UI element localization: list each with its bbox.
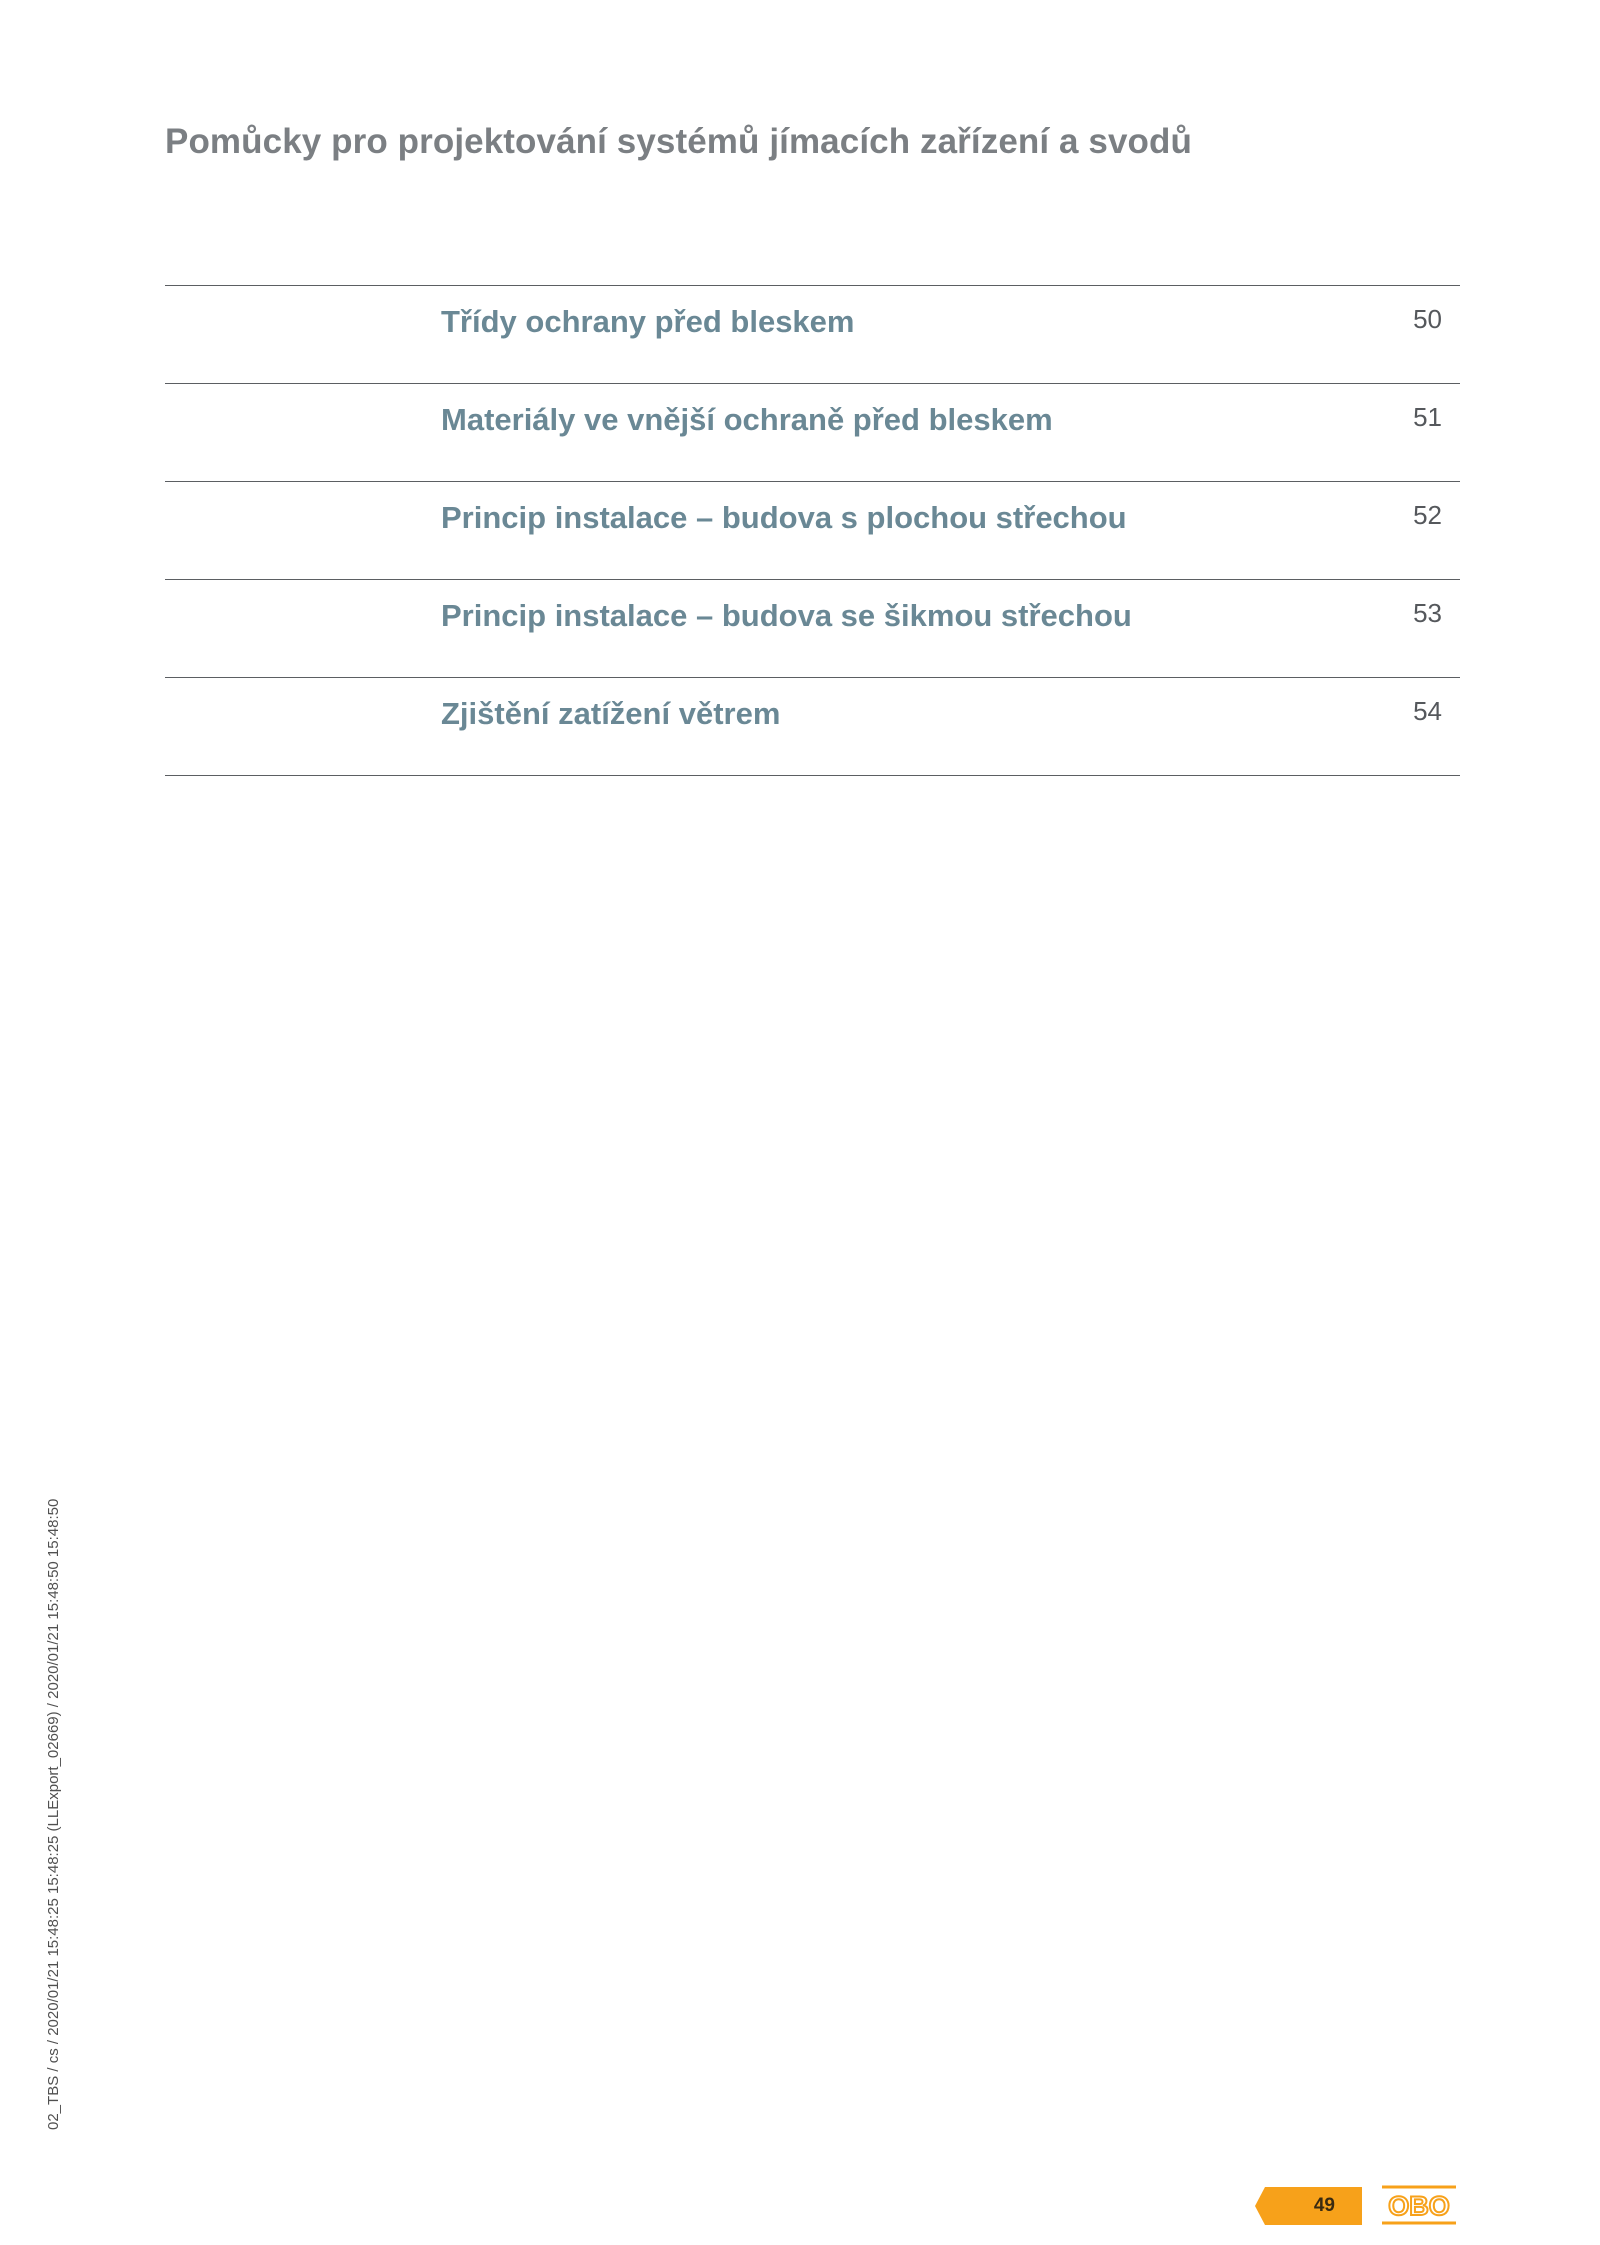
table-of-contents [165, 285, 1460, 776]
toc-item-page-number: 50 [1413, 304, 1442, 334]
toc-item-label[interactable]: Materiály ve vnější ochraně před bleskem [441, 402, 1053, 437]
page-title: Pomůcky pro projektování systémů jímacích zařízení a svodů [165, 122, 1192, 161]
toc-item-label[interactable]: Třídy ochrany před bleskem [441, 304, 855, 339]
toc-item-page-number: 52 [1413, 500, 1442, 530]
toc-item-flat-roof[interactable] [165, 482, 1460, 580]
toc-item-label[interactable]: Zjištění zatížení větrem [441, 696, 781, 731]
print-metadata: 02_TBS / cs / 2020/01/21 15:48:25 15:48:25 (LLExport_02669) / 2020/01/21 15:48:50 15:48:50 [45, 1498, 62, 2130]
obo-logo-mark [1380, 2185, 1458, 2225]
toc-item-page-number: 51 [1413, 402, 1442, 432]
toc-item-page-number: 53 [1413, 598, 1442, 628]
toc-item-label[interactable]: Princip instalace – budova s plochou střechou [441, 500, 1127, 535]
page-number: 49 [1313, 2195, 1335, 2216]
toc-item-wind-load[interactable] [165, 678, 1460, 776]
obo-logo [1380, 2185, 1458, 2225]
toc-item-pitched-roof[interactable] [165, 580, 1460, 678]
toc-item-materials[interactable] [165, 384, 1460, 482]
logo-letters: OBO [1388, 2191, 1450, 2221]
toc-item-page-number: 54 [1413, 696, 1442, 726]
toc-item-label[interactable]: Princip instalace – budova se šikmou střechou [441, 598, 1132, 633]
toc-item-lightning-protection-classes[interactable] [165, 286, 1460, 384]
page-number-tab [1255, 2187, 1362, 2225]
